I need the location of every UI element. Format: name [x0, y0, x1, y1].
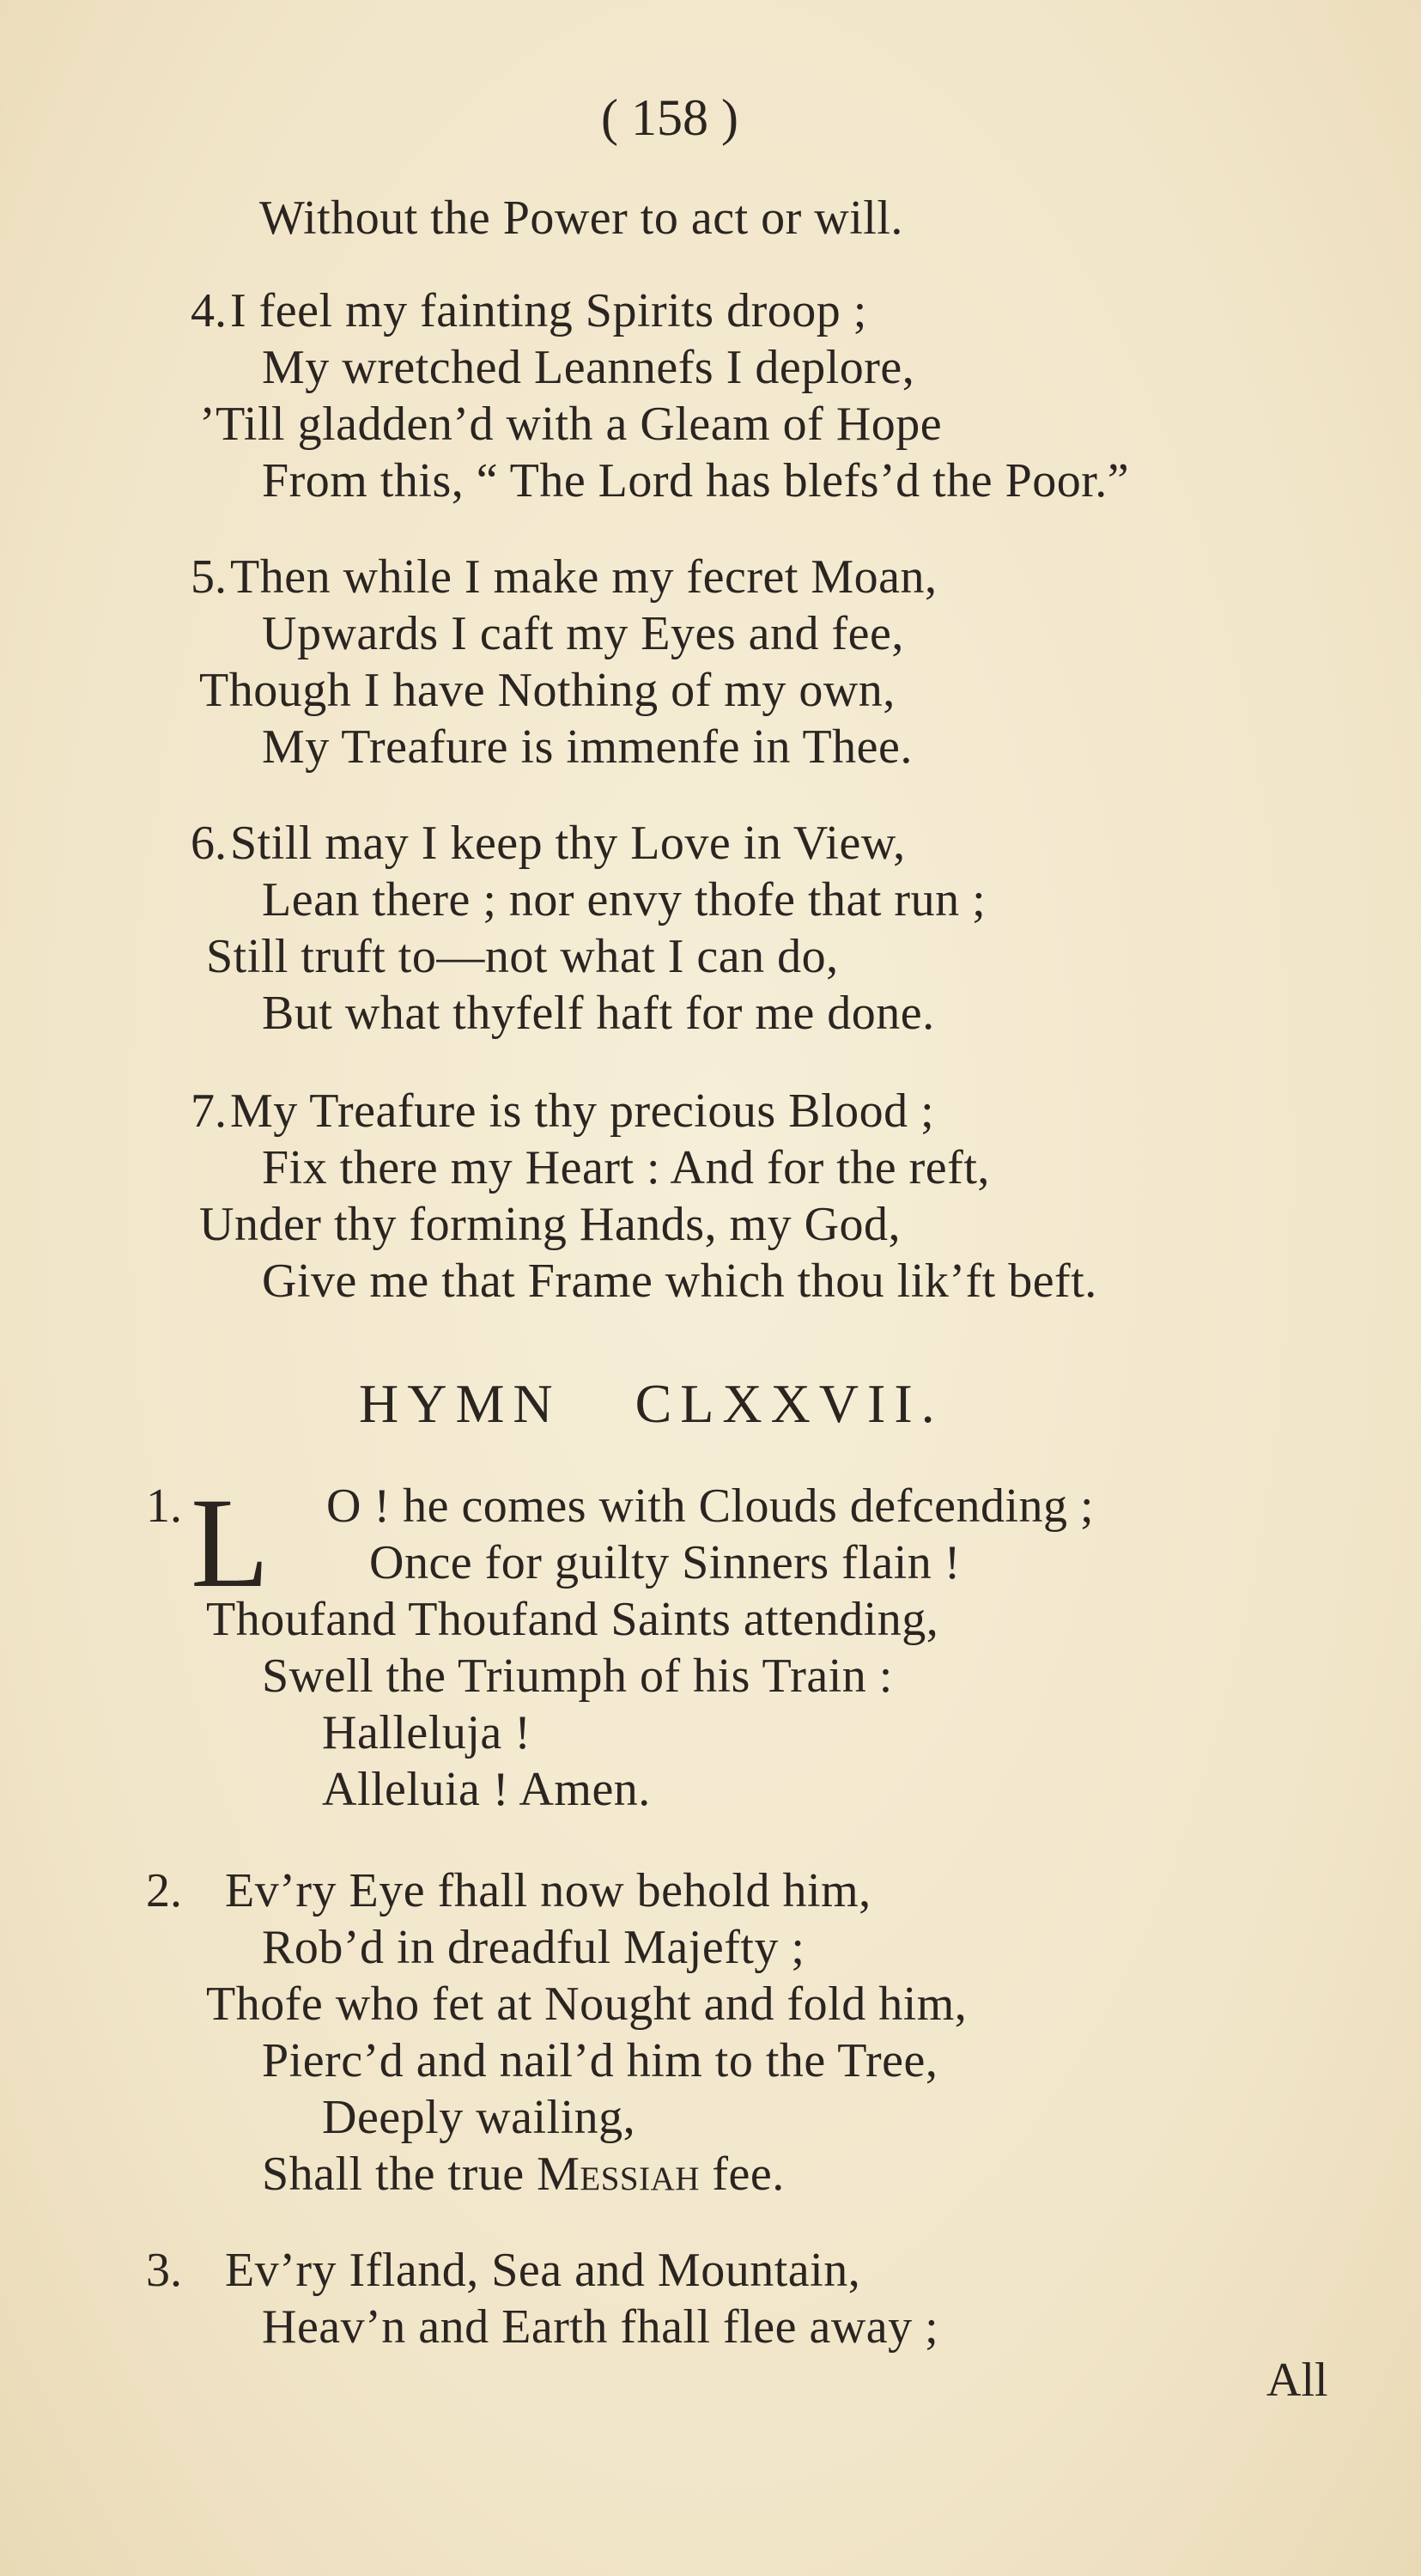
verse-line: Heav’n and Earth fhall flee away ; [262, 2300, 939, 2354]
verse-text: Shall the true [262, 2148, 525, 2201]
verse-line: ’Till gladden’d with a Gleam of Hope [199, 398, 943, 451]
stanza-number: 4. [191, 284, 227, 337]
verse-text: fee. [712, 2148, 785, 2201]
verse-line: Then while I make my fecret Moan, [230, 550, 938, 604]
verse-line: Upwards I caft my Eyes and fee, [262, 607, 904, 660]
verse-line: My Treafure is immenfe in Thee. [262, 720, 913, 774]
verse-line: Swell the Triumph of his Train : [262, 1649, 893, 1703]
hymn-title: HYMN CLXXVII. [359, 1373, 944, 1434]
stanza-number: 5. [191, 550, 227, 604]
verse-line: O ! he comes with Clouds defcending ; [326, 1479, 1095, 1533]
verse-line: Thofe who fet at Nought and fold him, [206, 1978, 968, 2031]
verse-line: Still truft to—not what I can do, [206, 930, 839, 983]
verse-line: Still may I keep thy Love in View, [230, 817, 906, 870]
stanza-number: 3. [146, 2244, 182, 2297]
verse-line: My Treafure is thy precious Blood ; [230, 1084, 935, 1138]
verse-line: Once for guilty Sinners flain ! [369, 1536, 961, 1589]
verse-line: Rob’d in dreadful Majefty ; [262, 1921, 805, 1974]
stanza-number: 1. [146, 1479, 182, 1533]
page-number-header: ( 158 ) [601, 89, 738, 146]
drop-cap: L [191, 1472, 270, 1614]
verse-line: Give me that Frame which thou lik’ft beft. [262, 1255, 1097, 1308]
verse-line: Pierc’d and nail’d him to the Tree, [262, 2034, 938, 2087]
continuation-line: Without the Power to act or will. [259, 191, 903, 245]
verse-line: Ev’ry Eye fhall now behold him, [225, 1864, 871, 1917]
messiah-smallcaps: Messiah [537, 2148, 700, 2201]
catchword: All [1266, 2354, 1328, 2407]
verse-line: My wretched Leannefs I deplore, [262, 341, 915, 394]
stanza-number: 2. [146, 1864, 182, 1917]
verse-line: Though I have Nothing of my own, [199, 664, 896, 717]
verse-line: Thoufand Thoufand Saints attending, [206, 1593, 939, 1646]
verse-line: Lean there ; nor envy thofe that run ; [262, 873, 987, 927]
verse-line: Ev’ry Ifland, Sea and Mountain, [225, 2244, 861, 2297]
stanza-number: 7. [191, 1084, 227, 1138]
verse-line: Alleluia ! Amen. [322, 1763, 651, 1816]
verse-line [262, 2147, 785, 2202]
verse-line: Halleluja ! [322, 1706, 531, 1759]
stanza-number: 6. [191, 817, 227, 870]
verse-line: But what thyfelf haft for me done. [262, 987, 935, 1040]
verse-line: I feel my fainting Spirits droop ; [230, 284, 867, 337]
verse-line: Under thy forming Hands, my God, [199, 1198, 902, 1251]
verse-line: Deeply wailing, [322, 2091, 636, 2144]
verse-line: Fix there my Heart : And for the reft, [262, 1141, 990, 1194]
verse-line: From this, “ The Lord has blefs’d the Poor.” [262, 454, 1130, 507]
